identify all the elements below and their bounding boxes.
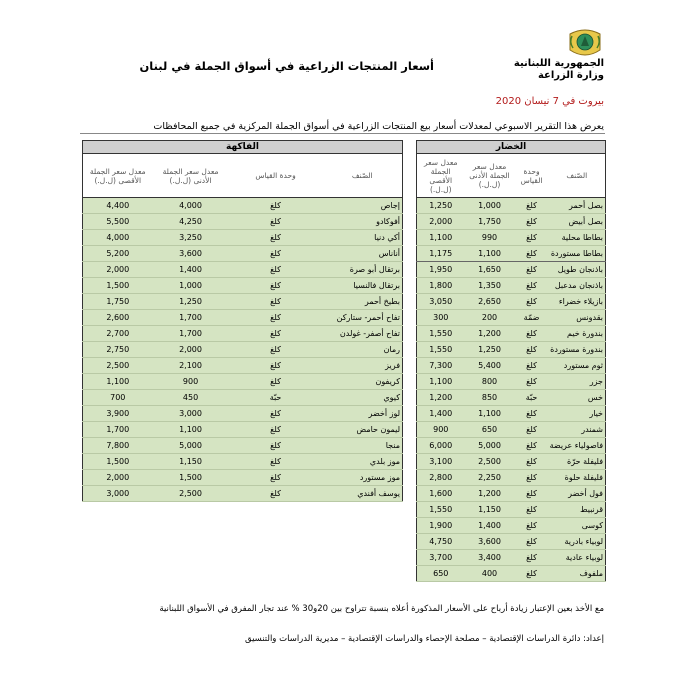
item-name: فليفلة حرّة: [549, 454, 606, 470]
item-unit: كلغ: [229, 198, 323, 214]
item-max-price: 3,050: [417, 294, 465, 310]
item-min-price: 5,000: [153, 438, 229, 454]
item-name: بصل أبيض: [549, 214, 606, 230]
item-max-price: 2,500: [83, 358, 153, 374]
item-unit: كلغ: [229, 422, 323, 438]
item-unit: كلغ: [515, 358, 549, 374]
item-min-price: 1,150: [465, 502, 515, 518]
item-name: موز بلدي: [323, 454, 403, 470]
item-min-price: 1,100: [465, 406, 515, 422]
item-max-price: 1,900: [417, 518, 465, 534]
item-name: قرنبيط: [549, 502, 606, 518]
item-max-price: 1,100: [83, 374, 153, 390]
item-name: بطاطا مستوردة: [549, 246, 606, 262]
fruits-title: الفاكهة: [83, 141, 403, 154]
item-unit: كلغ: [229, 486, 323, 502]
item-unit: كلغ: [229, 438, 323, 454]
table-row: [83, 374, 403, 390]
item-min-price: 1,250: [153, 294, 229, 310]
item-min-price: 2,500: [153, 486, 229, 502]
item-unit: كلغ: [515, 230, 549, 246]
col-unit: وحدة القياس: [229, 154, 323, 198]
item-max-price: 1,175: [417, 246, 465, 262]
table-row: [83, 358, 403, 374]
table-row: [417, 438, 606, 454]
table-row: [417, 262, 606, 278]
item-unit: كلغ: [515, 342, 549, 358]
table-row: [417, 470, 606, 486]
table-row: [83, 406, 403, 422]
item-max-price: 1,750: [83, 294, 153, 310]
fruits-rows: [83, 198, 403, 502]
item-max-price: 1,100: [417, 230, 465, 246]
item-max-price: 1,700: [83, 422, 153, 438]
table-row: [417, 486, 606, 502]
table-row: [83, 294, 403, 310]
item-min-price: 5,000: [465, 438, 515, 454]
footnote: مع الأخذ بعين الإعتبار زيادة أرباح على الأسعار المذكورة أعلاه بنسبة تتراوح بين 20و30 % عند تجار المفرق في الأسواق اللبنانية: [159, 604, 604, 614]
col-min: معدل سعر الجملة الأدنى (ل.ل.): [465, 154, 515, 198]
item-min-price: 1,750: [465, 214, 515, 230]
table-row: [417, 518, 606, 534]
item-unit: كلغ: [229, 358, 323, 374]
intro-text: يعرض هذا التقرير الاسبوعي لمعدلات أسعار بيع المنتجات الزراعية في أسواق الجملة المركزية في جميع المحافظات: [153, 121, 604, 132]
item-unit: كلغ: [515, 326, 549, 342]
item-name: إجاص: [323, 198, 403, 214]
table-row: [417, 342, 606, 358]
item-unit: كلغ: [515, 566, 549, 582]
item-name: لوبياء عادية: [549, 550, 606, 566]
item-max-price: 5,200: [83, 246, 153, 262]
item-min-price: 400: [465, 566, 515, 582]
table-row: [417, 454, 606, 470]
item-min-price: 650: [465, 422, 515, 438]
ministry-emblem-icon: [566, 26, 604, 60]
item-name: أناناس: [323, 246, 403, 262]
table-row: [83, 390, 403, 406]
item-max-price: 1,550: [417, 342, 465, 358]
item-name: بصل أحمر: [549, 198, 606, 214]
item-max-price: 700: [83, 390, 153, 406]
table-row: [417, 566, 606, 582]
table-row: [83, 470, 403, 486]
table-row: [417, 326, 606, 342]
item-max-price: 2,600: [83, 310, 153, 326]
item-name: ملفوف: [549, 566, 606, 582]
item-min-price: 4,250: [153, 214, 229, 230]
item-unit: كلغ: [229, 214, 323, 230]
item-unit: كلغ: [229, 310, 323, 326]
item-unit: كلغ: [515, 406, 549, 422]
item-max-price: 4,750: [417, 534, 465, 550]
item-unit: كلغ: [515, 502, 549, 518]
item-name: كريفون: [323, 374, 403, 390]
table-row: [417, 310, 606, 326]
item-name: بندورة خيم: [549, 326, 606, 342]
item-unit: كلغ: [229, 326, 323, 342]
item-unit: كلغ: [515, 454, 549, 470]
item-name: ليمون حامض: [323, 422, 403, 438]
item-unit: كلغ: [515, 550, 549, 566]
item-max-price: 900: [417, 422, 465, 438]
table-row: [417, 214, 606, 230]
col-max: معدل سعر الجملة الأقصى (ل.ل.): [83, 154, 153, 198]
item-max-price: 2,000: [83, 262, 153, 278]
item-max-price: 3,100: [417, 454, 465, 470]
item-unit: كلغ: [515, 262, 549, 278]
item-unit: كلغ: [229, 246, 323, 262]
item-min-price: 900: [153, 374, 229, 390]
item-unit: كلغ: [229, 278, 323, 294]
item-unit: كلغ: [229, 294, 323, 310]
item-min-price: 2,250: [465, 470, 515, 486]
item-max-price: 5,500: [83, 214, 153, 230]
item-max-price: 2,000: [83, 470, 153, 486]
table-row: [83, 438, 403, 454]
table-row: [417, 406, 606, 422]
item-name: بطيخ أحمر: [323, 294, 403, 310]
item-min-price: 1,150: [153, 454, 229, 470]
table-row: [83, 278, 403, 294]
item-unit: كلغ: [229, 406, 323, 422]
item-min-price: 3,600: [465, 534, 515, 550]
table-row: [83, 246, 403, 262]
ministry-line-1: الجمهورية اللبنانية: [513, 58, 604, 69]
vegetables-title: الخضار: [417, 141, 606, 154]
item-max-price: 1,200: [417, 390, 465, 406]
item-name: جزر: [549, 374, 606, 390]
item-max-price: 650: [417, 566, 465, 582]
item-name: كيوي: [323, 390, 403, 406]
item-min-price: 2,000: [153, 342, 229, 358]
item-min-price: 200: [465, 310, 515, 326]
item-min-price: 3,400: [465, 550, 515, 566]
item-unit: كلغ: [515, 198, 549, 214]
item-min-price: 5,400: [465, 358, 515, 374]
item-name: فريز: [323, 358, 403, 374]
item-max-price: 1,500: [83, 454, 153, 470]
item-max-price: 2,000: [417, 214, 465, 230]
item-max-price: 1,550: [417, 502, 465, 518]
table-row: [417, 230, 606, 246]
table-row: [83, 454, 403, 470]
table-row: [417, 422, 606, 438]
item-name: ثوم مستورد: [549, 358, 606, 374]
item-name: باذنجان مدعبل: [549, 278, 606, 294]
table-row: [83, 310, 403, 326]
item-min-price: 2,650: [465, 294, 515, 310]
item-name: برتقال أبو صرة: [323, 262, 403, 278]
item-min-price: 1,100: [153, 422, 229, 438]
item-name: بطاطا محلية: [549, 230, 606, 246]
table-row: [417, 246, 606, 262]
table-row: [83, 262, 403, 278]
divider: [80, 133, 605, 134]
item-unit: كلغ: [229, 230, 323, 246]
item-name: فليفلة حلوة: [549, 470, 606, 486]
item-max-price: 300: [417, 310, 465, 326]
item-max-price: 1,950: [417, 262, 465, 278]
item-name: تفاح أصفر- غولدن: [323, 326, 403, 342]
item-unit: كلغ: [229, 470, 323, 486]
page-title: أسعار المنتجات الزراعية في أسواق الجملة في لبنان: [139, 59, 434, 73]
item-unit: كلغ: [515, 374, 549, 390]
table-row: [417, 390, 606, 406]
item-unit: كلغ: [515, 422, 549, 438]
col-name: الصّنف: [323, 154, 403, 198]
table-row: [417, 550, 606, 566]
item-unit: ضمّة: [515, 310, 549, 326]
item-max-price: 2,700: [83, 326, 153, 342]
item-max-price: 1,600: [417, 486, 465, 502]
item-unit: كلغ: [515, 278, 549, 294]
item-name: رمان: [323, 342, 403, 358]
table-row: [417, 358, 606, 374]
item-name: بقدونس: [549, 310, 606, 326]
item-max-price: 1,500: [83, 278, 153, 294]
item-min-price: 1,000: [153, 278, 229, 294]
item-name: لوبياء بادرية: [549, 534, 606, 550]
table-row: [83, 422, 403, 438]
item-name: منجا: [323, 438, 403, 454]
item-name: أكي دنيا: [323, 230, 403, 246]
item-unit: كلغ: [515, 486, 549, 502]
item-max-price: 1,800: [417, 278, 465, 294]
item-name: موز مستورد: [323, 470, 403, 486]
item-max-price: 1,400: [417, 406, 465, 422]
item-max-price: 1,100: [417, 374, 465, 390]
item-unit: كلغ: [229, 262, 323, 278]
item-name: خيار: [549, 406, 606, 422]
item-name: يوسف أفندي: [323, 486, 403, 502]
item-min-price: 1,400: [153, 262, 229, 278]
item-name: باذنجان طويل: [549, 262, 606, 278]
table-row: [83, 326, 403, 342]
item-min-price: 1,700: [153, 310, 229, 326]
item-name: برتقال فالنسيا: [323, 278, 403, 294]
item-min-price: 1,200: [465, 486, 515, 502]
item-unit: كلغ: [515, 214, 549, 230]
ministry-name: [514, 58, 604, 82]
item-unit: حبّة: [229, 390, 323, 406]
item-unit: كلغ: [229, 374, 323, 390]
item-unit: كلغ: [515, 438, 549, 454]
item-min-price: 800: [465, 374, 515, 390]
item-max-price: 7,300: [417, 358, 465, 374]
table-row: [417, 198, 606, 214]
item-name: خس: [549, 390, 606, 406]
col-max: معدل سعر الجملة الأقصى (ل.ل.): [417, 154, 465, 198]
table-row: [417, 294, 606, 310]
table-row: [83, 486, 403, 502]
item-min-price: 1,350: [465, 278, 515, 294]
item-name: أفوكادو: [323, 214, 403, 230]
item-max-price: 7,800: [83, 438, 153, 454]
table-row: [83, 214, 403, 230]
item-name: تفاح أحمر- ستاركن: [323, 310, 403, 326]
table-row: [83, 198, 403, 214]
item-min-price: 3,600: [153, 246, 229, 262]
item-unit: حبّة: [515, 390, 549, 406]
item-min-price: 2,500: [465, 454, 515, 470]
item-max-price: 6,000: [417, 438, 465, 454]
table-row: [83, 230, 403, 246]
item-max-price: 1,250: [417, 198, 465, 214]
item-max-price: 2,800: [417, 470, 465, 486]
item-max-price: 4,000: [83, 230, 153, 246]
item-min-price: 850: [465, 390, 515, 406]
table-row: [417, 278, 606, 294]
item-unit: كلغ: [515, 470, 549, 486]
item-unit: كلغ: [229, 342, 323, 358]
item-min-price: 450: [153, 390, 229, 406]
item-min-price: 1,700: [153, 326, 229, 342]
item-min-price: 3,000: [153, 406, 229, 422]
item-min-price: 1,250: [465, 342, 515, 358]
item-name: شمندر: [549, 422, 606, 438]
item-min-price: 990: [465, 230, 515, 246]
item-name: كوسى: [549, 518, 606, 534]
item-min-price: 4,000: [153, 198, 229, 214]
item-min-price: 1,200: [465, 326, 515, 342]
table-row: [417, 534, 606, 550]
item-name: فول أخضر: [549, 486, 606, 502]
vegetables-table: [416, 140, 606, 582]
item-min-price: 1,100: [465, 246, 515, 262]
item-max-price: 3,000: [83, 486, 153, 502]
item-min-price: 1,650: [465, 262, 515, 278]
fruits-table: [82, 140, 403, 502]
item-name: بازيلاء خضراء: [549, 294, 606, 310]
item-min-price: 3,250: [153, 230, 229, 246]
item-max-price: 1,550: [417, 326, 465, 342]
item-name: فاصولياء عريضة: [549, 438, 606, 454]
item-min-price: 1,000: [465, 198, 515, 214]
item-max-price: 3,700: [417, 550, 465, 566]
credit-line: إعداد: دائرة الدراسات الإقتصادية – مصلحة الإحصاء والدراسات الإقتصادية – مديرية الدراسات والتنسيق: [244, 634, 604, 644]
col-name: الصّنف: [549, 154, 606, 198]
col-unit: وحدة القياس: [515, 154, 549, 198]
item-min-price: 1,400: [465, 518, 515, 534]
table-row: [417, 374, 606, 390]
item-unit: كلغ: [515, 534, 549, 550]
item-unit: كلغ: [229, 454, 323, 470]
item-max-price: 4,400: [83, 198, 153, 214]
item-max-price: 2,750: [83, 342, 153, 358]
item-min-price: 2,100: [153, 358, 229, 374]
ministry-line-2: وزارة الزراعة: [537, 70, 604, 81]
item-name: لوز أخضر: [323, 406, 403, 422]
item-unit: كلغ: [515, 518, 549, 534]
vegetables-rows: [417, 198, 606, 582]
col-min: معدل سعر الجملة الأدنى (ل.ل.): [153, 154, 229, 198]
table-row: [83, 342, 403, 358]
item-max-price: 3,900: [83, 406, 153, 422]
item-unit: كلغ: [515, 246, 549, 262]
table-row: [417, 502, 606, 518]
item-min-price: 1,500: [153, 470, 229, 486]
item-name: بندورة مستوردة: [549, 342, 606, 358]
report-date: بيروت في 7 نيسان 2020: [495, 96, 604, 107]
item-unit: كلغ: [515, 294, 549, 310]
